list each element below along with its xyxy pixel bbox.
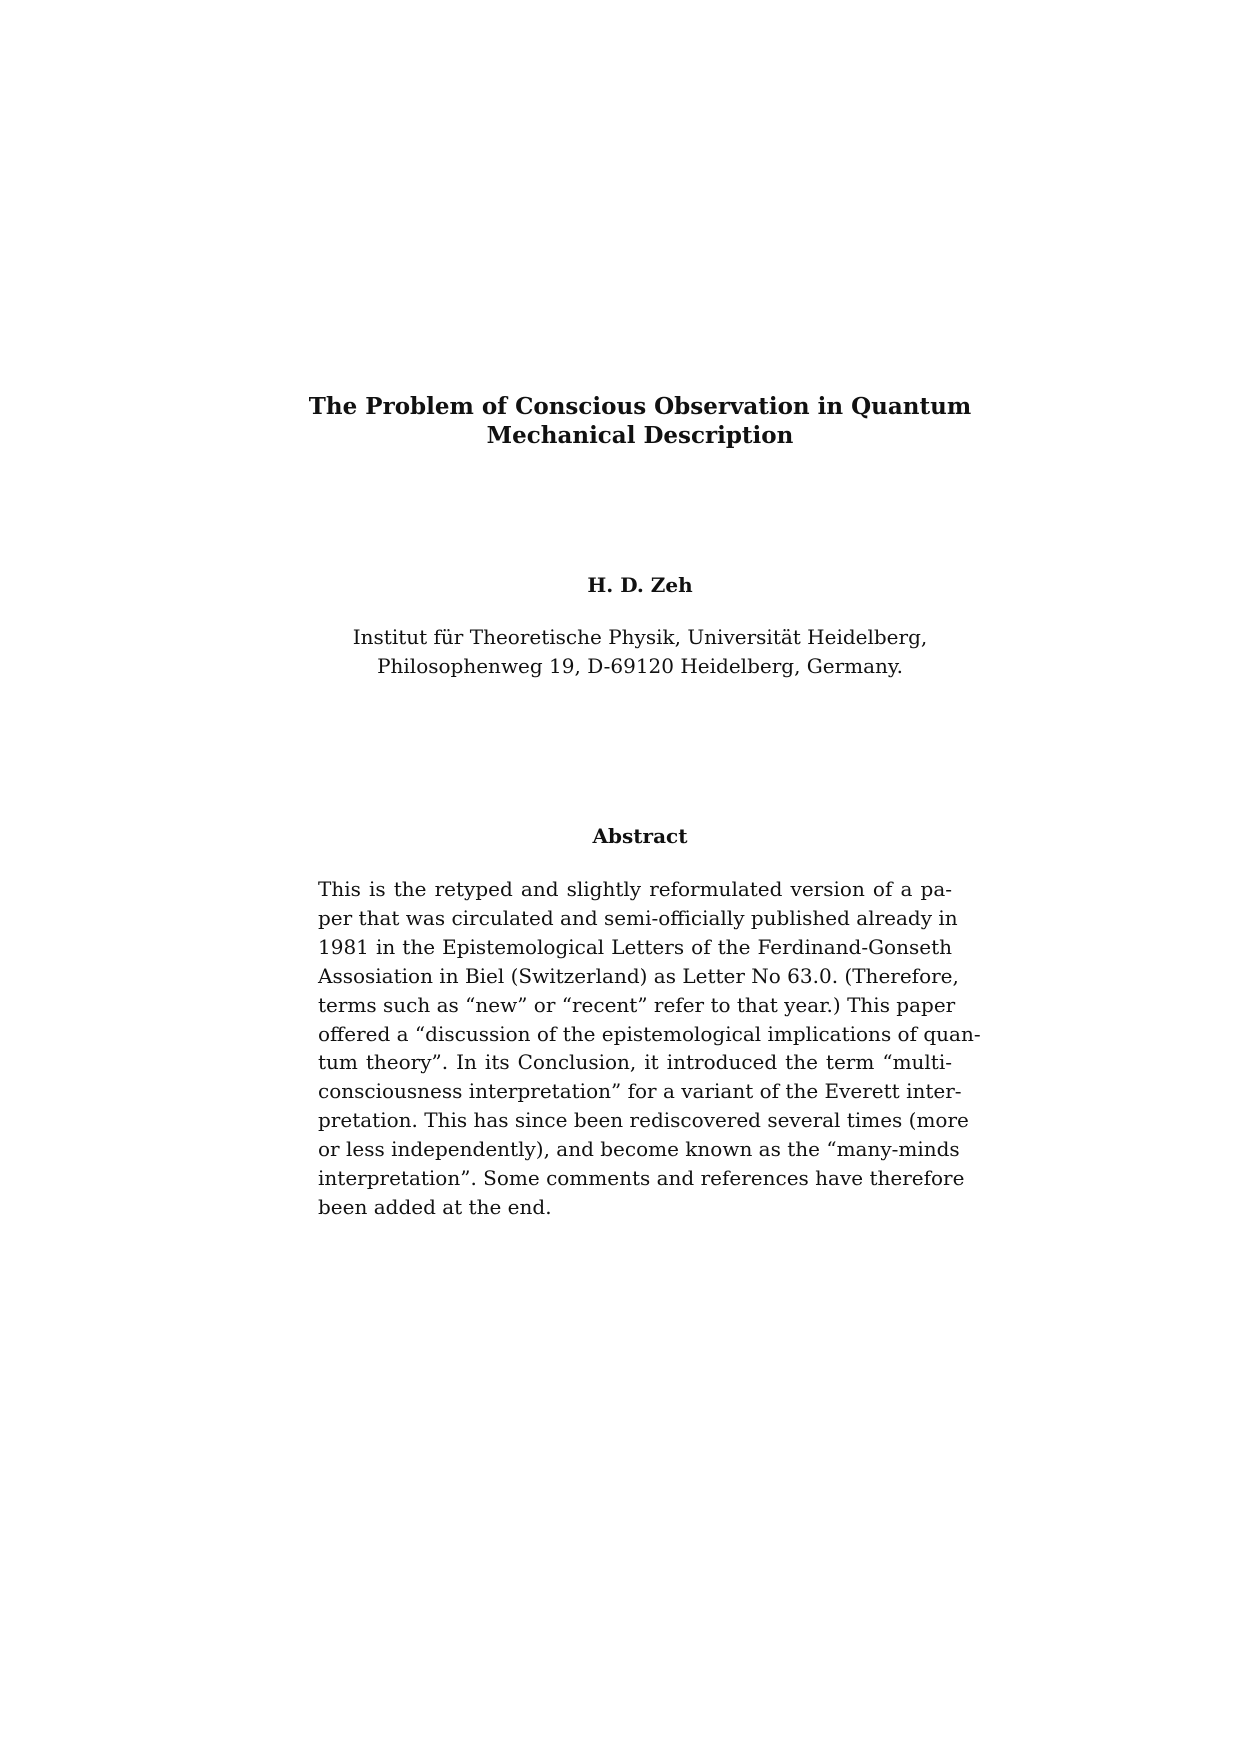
author-affiliation <box>300 623 980 681</box>
abstract-line: been added at the end. <box>318 1194 552 1219</box>
abstract-line: or less independently), and become known as the “many-minds <box>318 1137 960 1162</box>
abstract-line: Assosiation in Biel (Switzerland) as Letter No 63.0. (Therefore, <box>318 963 959 988</box>
affiliation-line: Institut für Theoretische Physik, Universität Heidelberg, <box>352 625 928 649</box>
paper-title <box>300 392 980 450</box>
abstract-line: pretation. This has since been rediscovered several times (more <box>318 1108 969 1133</box>
abstract-line: terms such as “new” or “recent” refer to that year.) This paper <box>318 992 956 1017</box>
abstract-body <box>318 875 981 1222</box>
abstract-line: offered a “discussion of the epistemological implications of quan- <box>318 1021 981 1046</box>
abstract-line: tum theory”. In its Conclusion, it introduced the term “multi- <box>318 1050 952 1075</box>
abstract-heading: Abstract <box>592 824 688 848</box>
author-name: H. D. Zeh <box>587 573 693 597</box>
abstract-line: consciousness interpretation” for a variant of the Everett inter- <box>318 1079 962 1104</box>
paper-title-line: Mechanical Description <box>486 422 794 449</box>
abstract-line: interpretation”. Some comments and references have therefore <box>318 1166 965 1191</box>
abstract-line: This is the retyped and slightly reformulated version of a pa- <box>318 877 952 901</box>
abstract-line: 1981 in the Epistemological Letters of the Ferdinand-Gonseth <box>318 934 952 959</box>
paper-title-line: The Problem of Conscious Observation in Quantum <box>308 393 972 420</box>
affiliation-line: Philosophenweg 19, D-69120 Heidelberg, Germany. <box>377 654 903 678</box>
abstract-line: per that was circulated and semi-officially published already in <box>318 905 958 930</box>
